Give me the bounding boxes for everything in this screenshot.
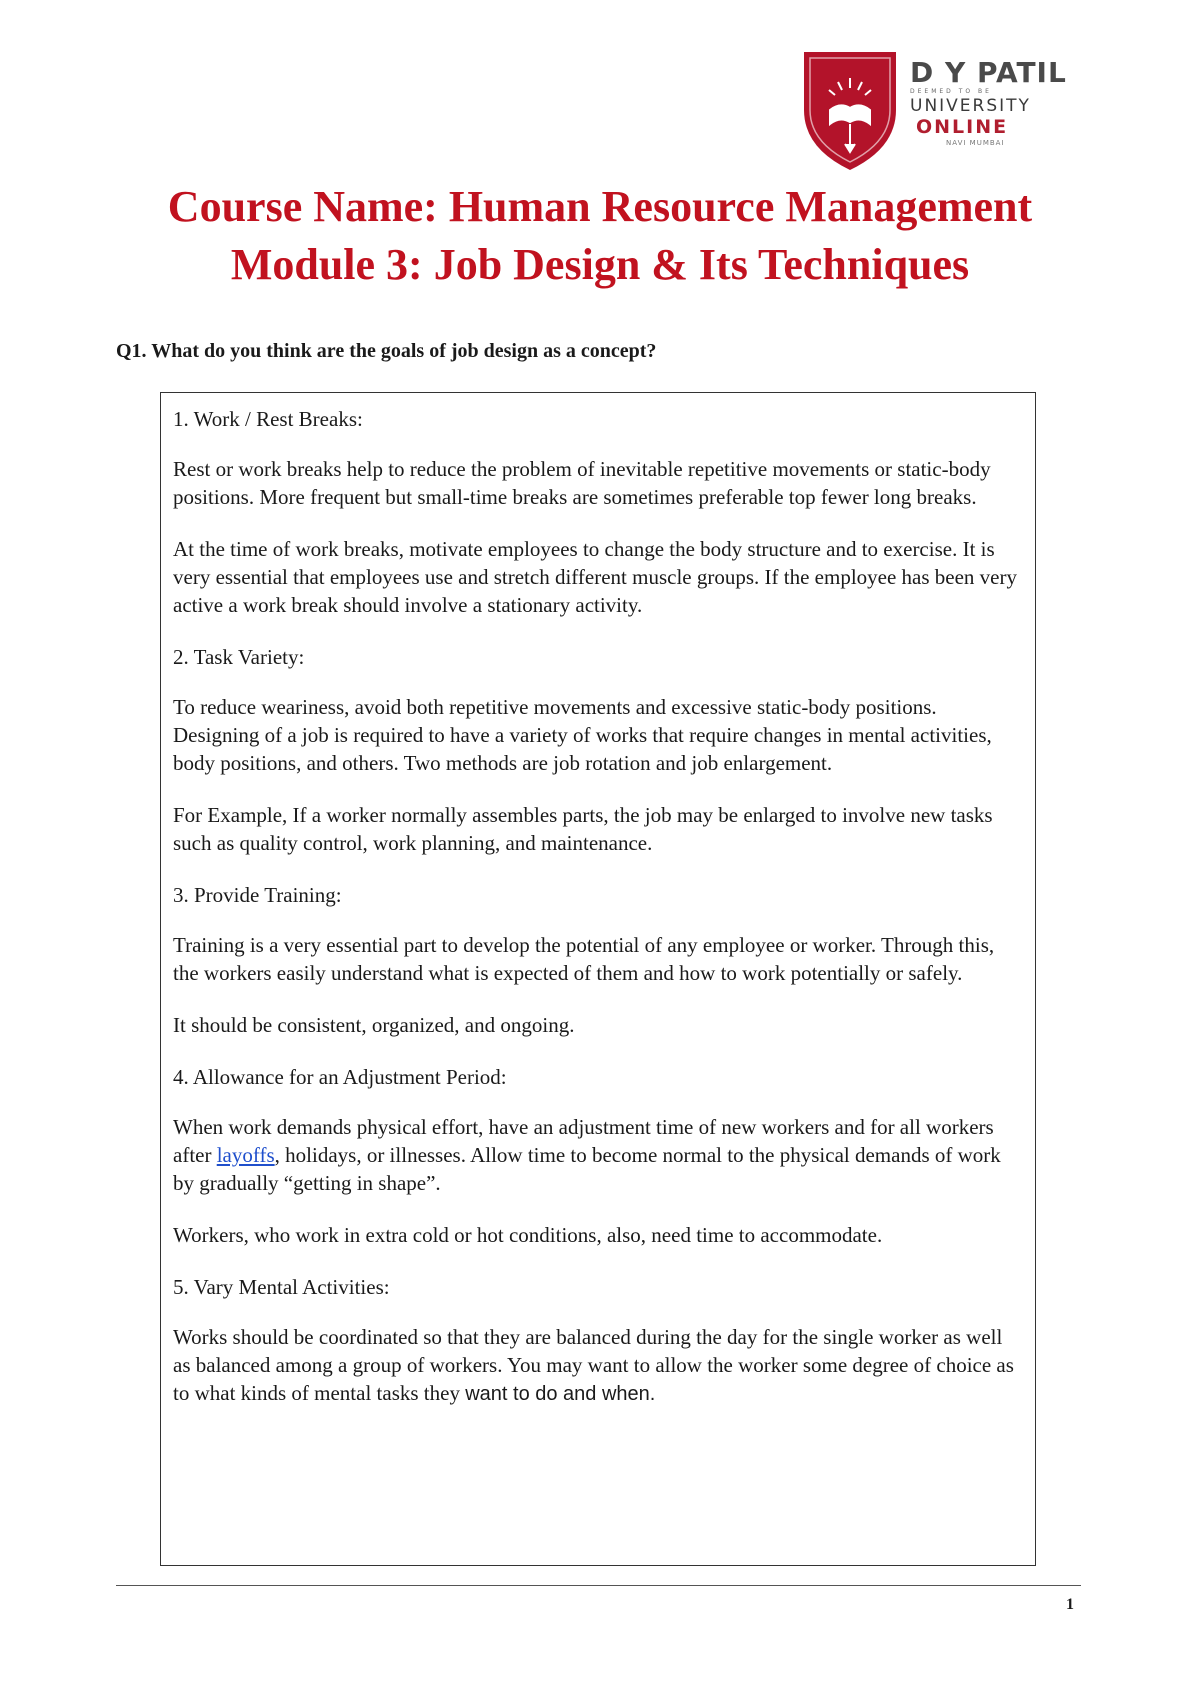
paragraph: Workers, who work in extra cold or hot conditions, also, need time to accommodate.: [173, 1223, 883, 1247]
section-heading: 5. Vary Mental Activities:: [173, 1275, 390, 1299]
section-heading: 1. Work / Rest Breaks:: [173, 407, 363, 431]
text-span: When work demands physical effort, have an adjustment time of new workers and for all workers after: [173, 1115, 994, 1167]
question-text: Q1. What do you think are the goals of job design as a concept?: [116, 340, 657, 362]
layoffs-link[interactable]: layoffs: [216, 1143, 275, 1167]
paragraph: To reduce weariness, avoid both repetitive movements and excessive static-body positions. Designing of a job is required to have a variety of works that require changes in mental activities, body positions, and others. Two methods are job rotation and job enlargement.: [173, 695, 992, 775]
shield-book-icon: [800, 48, 900, 172]
paragraph: Training is a very essential part to develop the potential of any employee or worker. Through this, the workers easily understand what is expected of them and how to work potentially or safely.: [173, 933, 995, 985]
logo-tagline: DEEMED TO BE: [910, 88, 992, 95]
paragraph: At the time of work breaks, motivate employees to change the body structure and to exercise. It is very essential that employees use and stretch different muscle groups. If the employee has been very active a work break should involve a stationary activity.: [173, 537, 1017, 617]
course-title: Course Name: Human Resource Management: [167, 182, 1033, 231]
logo-city: NAVI MUMBAI: [946, 139, 1005, 147]
text-span: Works should be coordinated so that they are balanced during the day for the single worker as well as balanced among a group of workers. You may want to allow the worker some degree of choice as to what kinds of mental tasks they: [173, 1325, 1014, 1405]
section-heading: 4. Allowance for an Adjustment Period:: [173, 1065, 507, 1089]
section-heading: 3. Provide Training:: [173, 883, 342, 907]
answer-box: [160, 392, 1036, 1566]
module-title: Module 3: Job Design & Its Techniques: [230, 240, 970, 289]
paragraph: [173, 1113, 1023, 1197]
section-heading: 2. Task Variety:: [173, 645, 305, 669]
text-span: want to do and when.: [465, 1383, 656, 1405]
logo-online: ONLINE: [916, 116, 1009, 138]
university-logo: [800, 48, 1096, 178]
text-span: , holidays, or illnesses. Allow time to become normal to the physical demands of work by gradually “getting in shape”.: [173, 1143, 1001, 1195]
paragraph: Rest or work breaks help to reduce the problem of inevitable repetitive movements or static-body positions. More frequent but small-time breaks are sometimes preferable top fewer long breaks.: [173, 457, 991, 509]
paragraph: [173, 1323, 1023, 1408]
logo-university: UNIVERSITY: [910, 96, 1031, 116]
page-number: 1: [1066, 1596, 1074, 1613]
footer-divider: [116, 1585, 1081, 1586]
logo-name: D Y PATIL: [910, 56, 1067, 89]
paragraph: For Example, If a worker normally assembles parts, the job may be enlarged to involve new tasks such as quality control, work planning, and maintenance.: [173, 803, 993, 855]
paragraph: It should be consistent, organized, and ongoing.: [173, 1013, 575, 1037]
